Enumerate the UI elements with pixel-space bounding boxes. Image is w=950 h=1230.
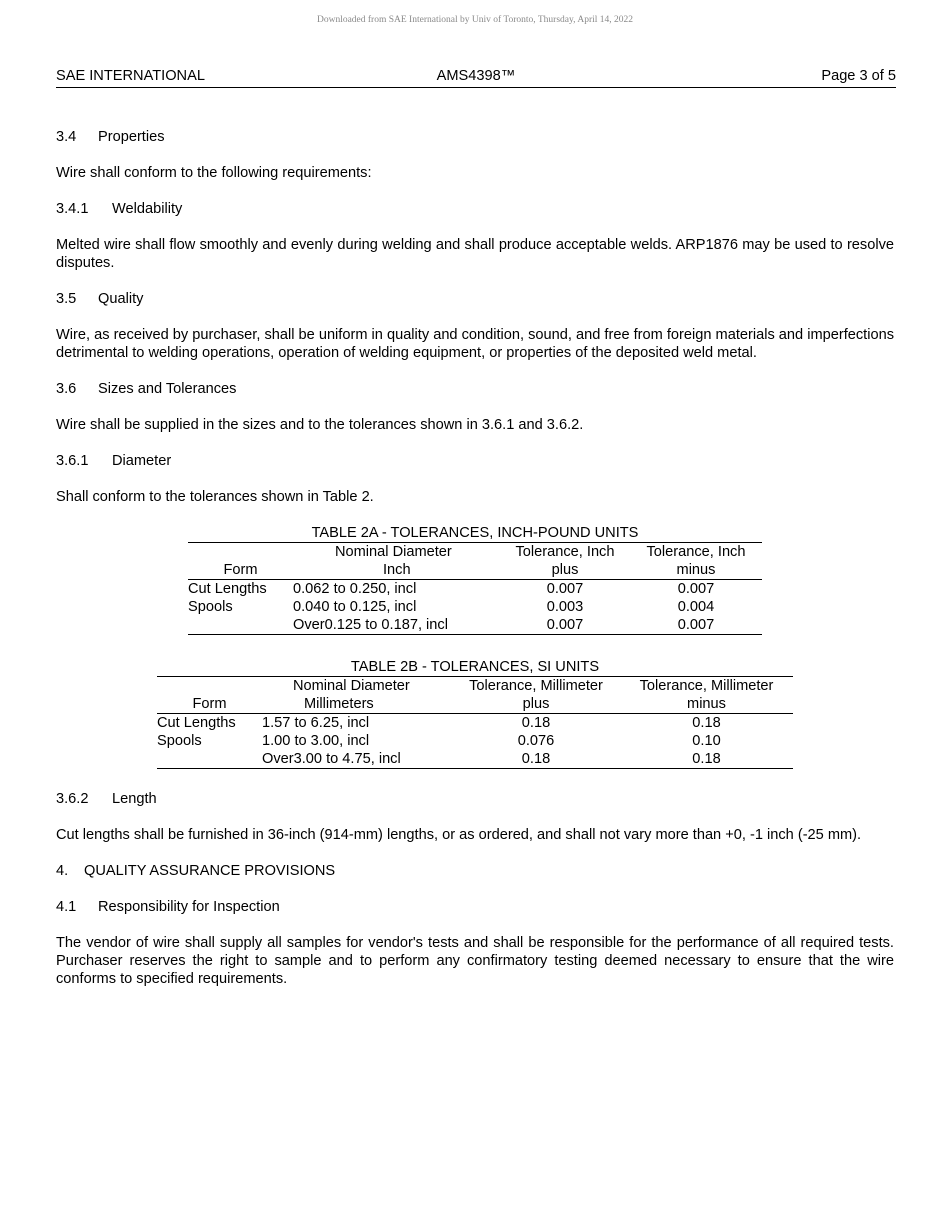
cell-diameter: 0.040 to 0.125, incl (293, 599, 417, 615)
section-number: 3.6.2 (56, 791, 89, 807)
cell-plus: 0.007 (546, 581, 584, 597)
column-header: Millimeters (304, 696, 374, 712)
section-heading-3-6 (56, 380, 894, 398)
section-paragraph: Melted wire shall flow smoothly and evenly during welding and shall produce acceptable welds. ARP1876 may be used to resolve disputes. (56, 237, 894, 271)
section-heading-4 (56, 862, 894, 880)
column-header: Inch (383, 562, 411, 578)
document-body (56, 128, 894, 988)
table-row (157, 714, 793, 733)
column-header: Form (223, 562, 258, 578)
section-number: 3.4 (56, 129, 77, 145)
tolerance-table-si (157, 676, 793, 769)
section-number: 4. (56, 863, 69, 879)
table-row (188, 580, 762, 599)
section-paragraph: Wire shall be supplied in the sizes and to the tolerances shown in 3.6.1 and 3.6.2. (56, 417, 584, 433)
section-title: Sizes and Tolerances (98, 381, 237, 397)
section-heading-3-6-1 (56, 452, 894, 470)
column-header: Tolerance, Inch (515, 544, 615, 560)
column-header: plus (522, 696, 550, 712)
cell-form (188, 616, 293, 635)
section-number: 4.1 (56, 899, 77, 915)
section-title: Diameter (112, 453, 172, 469)
cell-form (157, 750, 262, 769)
column-header: Tolerance, Millimeter (469, 678, 603, 694)
page-header (56, 67, 896, 88)
cell-diameter: 0.062 to 0.250, incl (293, 581, 417, 597)
column-header: plus (551, 562, 579, 578)
section-title: Length (112, 791, 157, 807)
cell-diameter: 1.00 to 3.00, incl (262, 733, 370, 749)
column-header: minus (676, 562, 716, 578)
section-number: 3.6.1 (56, 453, 89, 469)
table-row (188, 616, 762, 635)
column-header: Tolerance, Millimeter (639, 678, 774, 694)
column-header: Nominal Diameter (293, 678, 410, 694)
cell-plus: 0.076 (517, 733, 555, 749)
cell-minus: 0.18 (692, 751, 721, 767)
section-title: Quality (98, 291, 144, 307)
table-2b (56, 658, 894, 770)
cell-diameter: 1.57 to 6.25, incl (262, 715, 370, 731)
section-paragraph: Shall conform to the tolerances shown in Table 2. (56, 489, 374, 505)
cell-diameter: Over3.00 to 4.75, incl (262, 751, 401, 767)
cell-minus: 0.10 (692, 733, 721, 749)
cell-plus: 0.007 (546, 617, 584, 633)
tolerance-table-inch (188, 542, 762, 635)
section-heading-3-5 (56, 290, 894, 308)
cell-minus: 0.004 (677, 599, 715, 615)
table-row (188, 598, 762, 616)
cell-form: Spools (188, 599, 233, 615)
table-caption: TABLE 2A - TOLERANCES, INCH-POUND UNITS (311, 525, 639, 541)
section-number: 3.6 (56, 381, 77, 397)
section-heading-3-4 (56, 128, 894, 146)
cell-plus: 0.18 (521, 751, 551, 767)
section-number: 3.5 (56, 291, 77, 307)
cell-diameter: Over0.125 to 0.187, incl (293, 617, 448, 633)
section-heading-3-6-2 (56, 790, 894, 808)
cell-form: Spools (157, 733, 202, 749)
column-header: Tolerance, Inch (646, 544, 746, 560)
section-paragraph: Wire shall conform to the following requirements: (56, 165, 372, 181)
section-title: Weldability (112, 201, 183, 217)
section-paragraph: Cut lengths shall be furnished in 36-inch (914-mm) lengths, or as ordered, and shall not vary more than +0, -1 inch (-25 mm). (56, 827, 862, 843)
section-title: Properties (98, 129, 165, 145)
section-paragraph: Wire, as received by purchaser, shall be uniform in quality and condition, sound, and free from foreign materials and imperfections detrimental to welding operations, operation of welding equipment, or properties of the deposited weld metal. (56, 327, 894, 361)
table-2a (56, 524, 894, 636)
cell-minus: 0.007 (677, 581, 715, 597)
cell-minus: 0.18 (692, 715, 721, 731)
table-caption: TABLE 2B - TOLERANCES, SI UNITS (350, 659, 600, 675)
section-heading-4-1 (56, 898, 894, 916)
cell-minus: 0.007 (677, 617, 715, 633)
header-organization: SAE INTERNATIONAL (56, 68, 205, 84)
section-title: QUALITY ASSURANCE PROVISIONS (84, 863, 336, 879)
cell-form: Cut Lengths (188, 581, 267, 597)
header-page-number: Page 3 of 5 (821, 68, 896, 84)
cell-plus: 0.003 (546, 599, 584, 615)
section-title: Responsibility for Inspection (98, 899, 280, 915)
section-number: 3.4.1 (56, 201, 89, 217)
column-header: minus (687, 696, 726, 712)
cell-form: Cut Lengths (157, 715, 236, 731)
cell-plus: 0.18 (521, 715, 551, 731)
header-document-number: AMS4398™ (436, 68, 516, 84)
section-paragraph: The vendor of wire shall supply all samples for vendor's tests and shall be responsible for the performance of all required tests. Purchaser reserves the right to sample and to perform any confirmatory testing deemed necessary to ensure that the wire conforms to specified requirements. (56, 935, 894, 987)
table-row (157, 732, 793, 750)
column-header: Nominal Diameter (335, 544, 452, 560)
download-watermark: Downloaded from SAE International by Univ of Toronto, Thursday, April 14, 2022 (316, 15, 634, 25)
column-header: Form (192, 696, 227, 712)
table-row (157, 750, 793, 769)
section-heading-3-4-1 (56, 200, 894, 218)
